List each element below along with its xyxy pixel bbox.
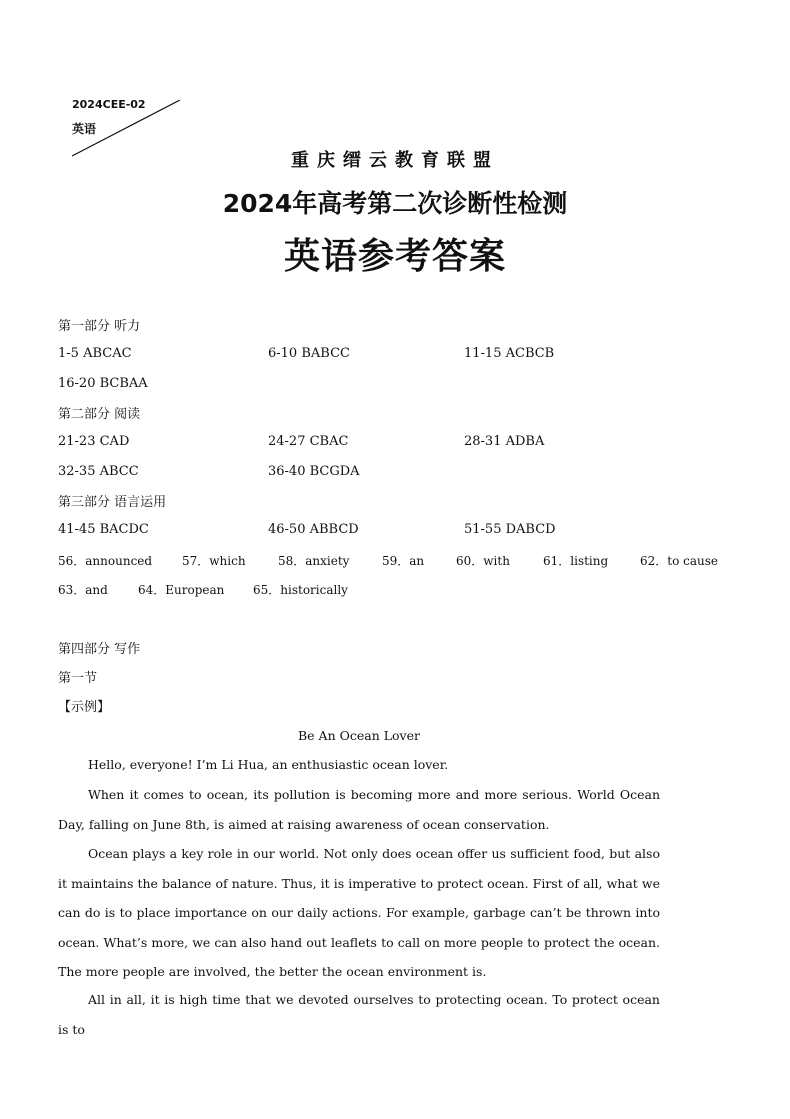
blank-answer: 60．with bbox=[456, 554, 510, 568]
blank-answer: 65．historically bbox=[253, 583, 348, 597]
essay-paragraph: When it comes to ocean, its pollution is becoming more and more serious. World Ocean Day, falling on June 8th, is aimed at raising awareness of ocean conservation. bbox=[58, 787, 660, 832]
answer-group: 21-23 CAD bbox=[58, 434, 130, 449]
answer-group: 41-45 BACDC bbox=[58, 522, 149, 537]
answer-group: 51-55 DABCD bbox=[464, 522, 556, 537]
subject-label: 英语 bbox=[72, 122, 97, 136]
blank-answer: 61．listing bbox=[543, 554, 609, 568]
document-title: 英语参考答案 bbox=[283, 236, 506, 277]
blank-answer: 63．and bbox=[58, 583, 108, 597]
essay-paragraph: Hello, everyone! I’m Li Hua, an enthusiastic ocean lover. bbox=[88, 757, 449, 772]
blank-answer: 56．announced bbox=[58, 554, 153, 568]
blank-answer: 58．anxiety bbox=[278, 554, 350, 568]
exam-title: 2024年高考第二次诊断性检测 bbox=[222, 189, 568, 218]
part2-heading: 第二部分 阅读 bbox=[58, 407, 141, 422]
answer-group: 24-27 CBAC bbox=[268, 434, 349, 449]
essay-paragraph: Ocean plays a key role in our world. Not only does ocean offer us sufficient food, but also it maintains the balance of nature. Thus, it is imperative to protect ocean. First of all, what we can do is to place importance on our daily actions. For example, garbage can’t be thrown into ocean. What’s more, we can also hand out leaflets to call on more people to protect the ocean. The more people are involved, the better the ocean environment is. bbox=[58, 846, 660, 979]
answer-group: 46-50 ABBCD bbox=[268, 522, 359, 537]
section-label: 第一节 bbox=[58, 671, 98, 686]
part3-heading: 第三部分 语言运用 bbox=[58, 495, 167, 510]
answer-group: 28-31 ADBA bbox=[464, 434, 545, 449]
part4-heading: 第四部分 写作 bbox=[58, 642, 141, 657]
answer-group: 11-15 ACBCB bbox=[464, 346, 555, 361]
essay-title: Be An Ocean Lover bbox=[298, 728, 420, 743]
answer-group: 32-35 ABCC bbox=[58, 464, 139, 479]
blank-answer: 57．which bbox=[182, 554, 246, 568]
exam-code: 2024CEE-02 bbox=[72, 98, 146, 111]
answer-group: 1-5 ABCAC bbox=[58, 346, 132, 361]
answer-group: 6-10 BABCC bbox=[268, 346, 350, 361]
sample-label: 【示例】 bbox=[58, 700, 111, 715]
organization-title: 重庆缙云教育联盟 bbox=[291, 150, 499, 171]
blank-answer: 64．European bbox=[138, 583, 225, 597]
answer-group: 16-20 BCBAA bbox=[58, 376, 148, 391]
essay-paragraph: All in all, it is high time that we devoted ourselves to protecting ocean. To protect ocean is to bbox=[58, 992, 660, 1037]
answer-group: 36-40 BCGDA bbox=[268, 464, 360, 479]
blank-answer: 62．to cause bbox=[640, 554, 718, 568]
blank-answer: 59．an bbox=[382, 554, 425, 568]
part1-heading: 第一部分 听力 bbox=[58, 319, 141, 334]
